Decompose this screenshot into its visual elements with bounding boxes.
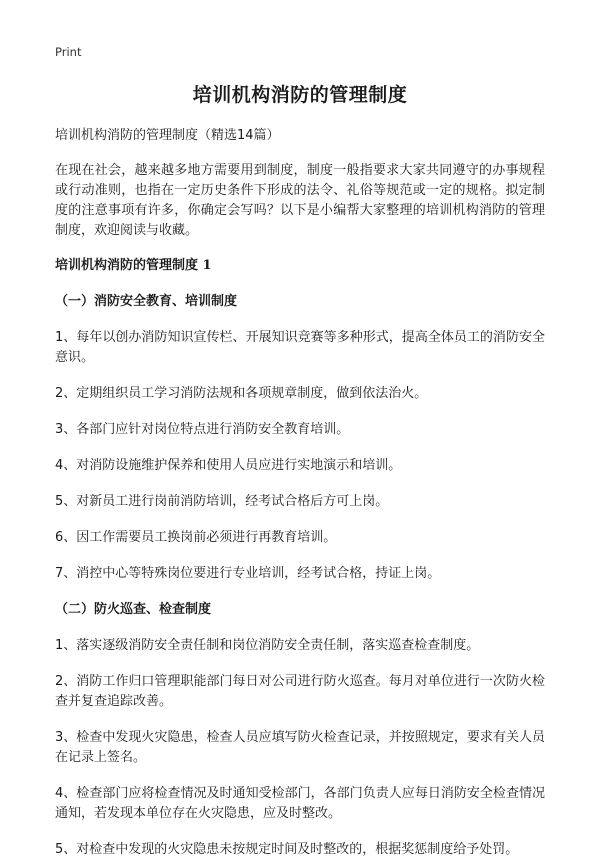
article-heading: 培训机构消防的管理制度 1 <box>55 258 212 273</box>
list-item: 1、每年以创办消防知识宣传栏、开展知识竞赛等多种形式，提高全体员工的消防安全意识。 <box>55 330 545 365</box>
list-item: 1、落实逐级消防安全责任制和岗位消防安全责任制，落实巡查检查制度。 <box>55 638 480 653</box>
list-item: 2、定期组织员工学习消防法规和各项规章制度，做到依法治火。 <box>55 386 428 401</box>
section-heading-education: （一）消防安全教育、培训制度 <box>55 294 238 309</box>
list-item: 5、对检查中发现的火灾隐患未按规定时间及时整改的，根据奖惩制度给予处罚。 <box>55 842 519 857</box>
print-label[interactable]: Print <box>55 45 82 59</box>
list-item: 5、对新员工进行岗前消防培训，经考试合格后方可上岗。 <box>55 494 389 509</box>
section-heading-inspection: （二）防火巡查、检查制度 <box>55 602 212 617</box>
list-item: 7、消控中心等特殊岗位要进行专业培训，经考试合格，持证上岗。 <box>55 566 441 581</box>
list-item: 2、消防工作归口管理职能部门每日对公司进行防火巡查。每月对单位进行一次防火检查并复查追踪改善。 <box>55 674 545 709</box>
document-title: 培训机构消防的管理制度 <box>192 84 408 106</box>
list-item: 6、因工作需要员工换岗前必须进行再教育培训。 <box>55 530 337 545</box>
intro-paragraph: 在现在社会，越来越多地方需要用到制度，制度一般指要求大家共同遵守的办事规程或行动准则，也指在一定历史条件下形成的法令、礼俗等规范或一定的规格。拟定制度的注意事项有许多，你确定会写吗？以下是小编帮大家整理的培训机构消防的管理制度，欢迎阅读与收藏。 <box>55 163 545 238</box>
list-item: 3、检查中发现火灾隐患，检查人员应填写防火检查记录，并按照规定，要求有关人员在记录上签名。 <box>55 730 545 765</box>
document-subtitle: 培训机构消防的管理制度（精选14篇） <box>55 128 280 143</box>
list-item: 3、各部门应针对岗位特点进行消防安全教育培训。 <box>55 422 350 437</box>
list-item: 4、对消防设施维护保养和使用人员应进行实地演示和培训。 <box>55 458 402 473</box>
list-item: 4、检查部门应将检查情况及时通知受检部门，各部门负责人应每日消防安全检查情况通知，若发现本单位存在火灾隐患，应及时整改。 <box>55 786 545 821</box>
